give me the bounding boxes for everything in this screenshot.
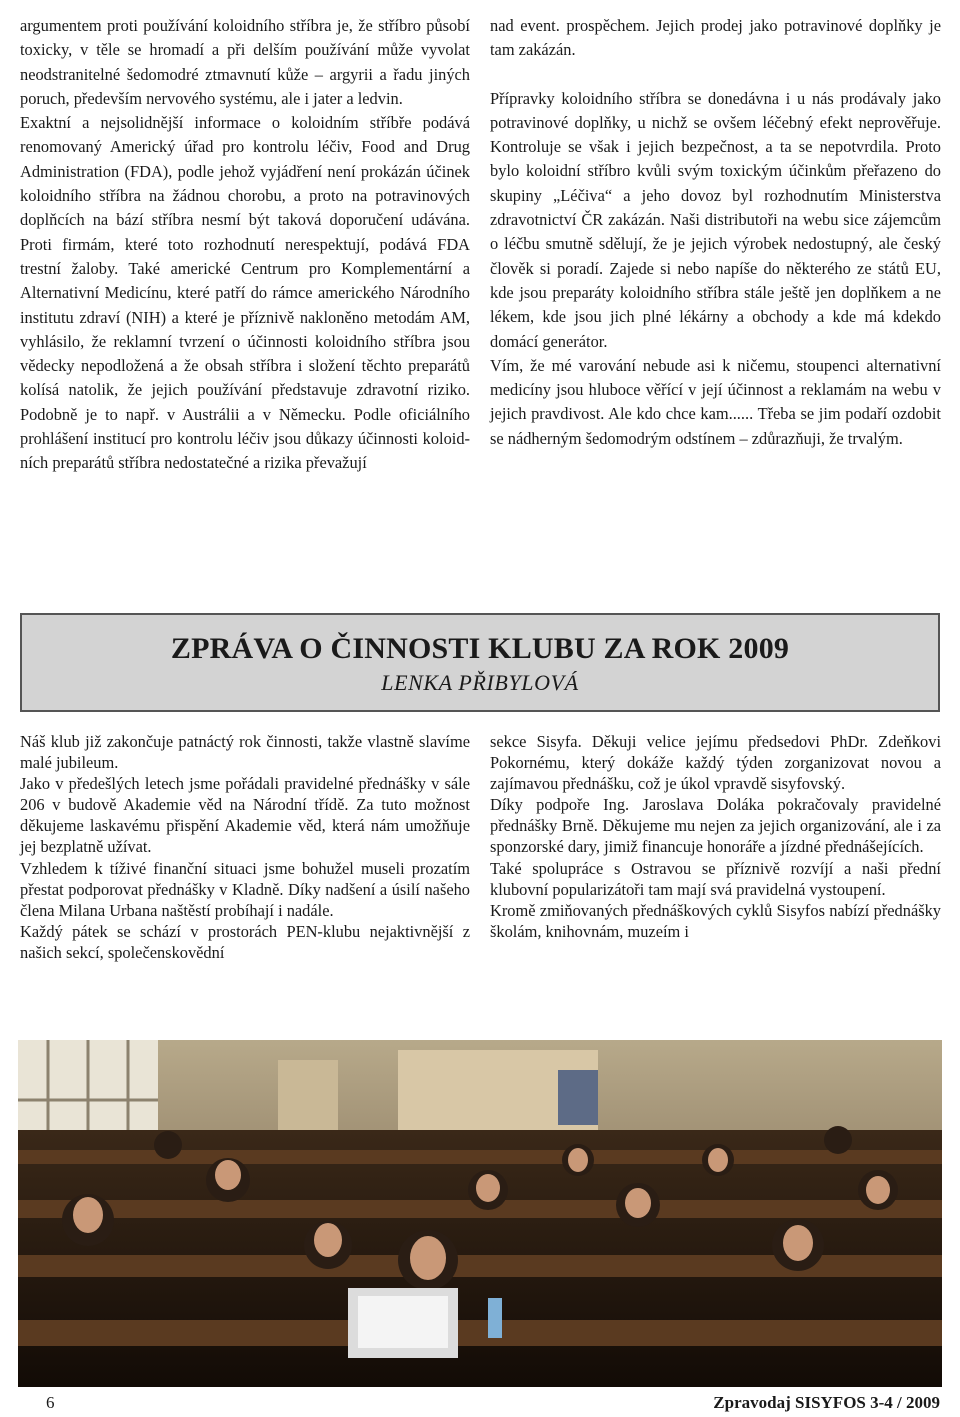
- paragraph: Vím, že mé varování nebude asi k ničemu, stoupenci alternativní medicíny jsou hluboce věřící v její účinnost a reklamám na webu v jejich pravdivost. Ale kdo chce kam...... Třeba se jim podaří ozdobit se nádherným šedomodrým odstínem – zdůrazňuji, že trvalým.: [490, 355, 941, 448]
- paragraph: Náš klub již zakončuje patnáctý rok činnosti, takže vlastně slavíme malé jubileum.: [20, 732, 470, 773]
- top-left-column: [20, 14, 470, 476]
- paragraph: Přípravky koloidního stříbra se donedávna i u nás prodávaly jako potravinové doplňky, u nichž se ovšem léčebný efekt neprověřuje. Kontroluje se však i jejich bezpečnost, a ta se nepotvrdila. Proto bylo koloidní stříbro kvůli svým toxickým účinkům přeřazeno do skupiny „Léčiva“ a jeho dovoz byl rozhodnutím Ministerstva zdravotnictví ČR zakázán. Naši distributoři na webu sice zájemcům o léčbu smutně sdělují, že je jejich výrobek nedostupný, ale český člověk si poradí. Zajede si nebo napíše do některého ze států EU, kde jsou preparáty koloidního stříbra stále ještě jen doplňkem a ne lékem, kde jsou jich plné lékárny a obchody a kde má kdekdo domácí generátor.: [490, 88, 941, 351]
- paragraph: Každý pátek se schází v prostorách PEN-klubu nejaktivnější z našich sekcí, společenskovědní: [20, 921, 470, 962]
- page-number: 6: [46, 1393, 55, 1412]
- paragraph: Jako v předešlých letech jsme pořádali pravidelné přednášky v sále 206 v budově Akademie věd na Národní třídě. Za tuto možnost děkujeme laskavému přispění Akademie věd, která nám umožňuje jej bezplatně užívat.: [20, 774, 470, 857]
- paragraph: Kromě zmiňovaných přednáškových cyklů Sisyfos nabízí přednášky školám, knihovnám, muzeím i: [490, 900, 941, 941]
- lecture-hall-photo: [18, 1040, 942, 1387]
- paragraph: sekce Sisyfa. Děkuji velice jejímu předsedovi PhDr. Zdeňkovi Pokornému, který dokáže každý týden zorganizovat novou a zajímavou přednášku, což je úkol vpravdě sisyfovský.: [490, 732, 941, 794]
- paragraph: argumentem proti používání koloidního stříbra je, že stříbro působí toxicky, v těle se hromadí a při delším používání může vyvolat neodstranitelné šedomodré ztmavnutí kůže – argyrii a řadu jiných poruch, především nervového systému, ale i jater a ledvin.: [20, 16, 470, 108]
- bottom-left-column: [20, 731, 470, 963]
- paragraph: Také spolupráce s Ostravou se příznivě rozvíjí a naši přední klubovní popularizátoři tam mají svá pravidelná vystoupení.: [490, 858, 941, 899]
- article-author: LENKA PŘIBYLOVÁ: [381, 670, 579, 695]
- paragraph: Díky podpoře Ing. Jaroslava Doláka pokračovaly pravidelné přednášky Brně. Děkujeme mu nejen za jejich organizování, ale i za sponzorské dary, jimiž financuje honoráře a jízdné přednášejících.: [490, 795, 941, 857]
- bottom-right-column: [490, 731, 941, 942]
- publication-title: Zpravodaj SISYFOS 3-4 / 2009: [713, 1393, 940, 1412]
- article-header-banner: [20, 613, 940, 712]
- top-right-column: [490, 14, 941, 451]
- paragraph: Exaktní a nejsolidnější informace o koloidním stříbře podává renomovaný Americký úřad pro kontrolu léčiv, Food and Drug Administration (FDA), podle jehož vyjádření není prokázán účinek koloidního stříbra na žádnou chorobu, a proto na potravinových doplňcích na bází stříbra nesmí být taková doporučení udávána. Proti firmám, které toto rozhodnutí nerespektují, podává FDA trestní žaloby. Také americké Centrum pro Komplementární a Alternativní Medicínu, které patří do rámce amerického Národního institutu zdraví (NIH) a které je příznivě nakloněno metodám AM, vyhlásilo, že reklamní tvrzení o účinnosti koloidního stříbra jsou vědecky nepodložená a že obsah stříbra i složení těchto preparátů kolísá natolik, že jejich používání představuje zdravotní riziko. Podobně je to např. v Austrálii a v Německu. Podle oficiálního prohlášení institucí pro kontrolu léčiv jsou důkazy účinnosti koloidních preparátů stříbra nedostatečné a rizika převažují: [20, 113, 470, 473]
- paragraph: nad event. prospěchem. Jejich prodej jako potravinové doplňky je tam zakázán.: [490, 16, 941, 60]
- paragraph: Vzhledem k tíživé finanční situaci jsme bohužel museli prozatím přestat podporovat přednášky v Kladně. Díky nadšení a úsilí našeho člena Milana Urbana naštěstí probíhají i nadále.: [20, 858, 470, 920]
- article-title: ZPRÁVA O ČINNOSTI KLUBU ZA ROK 2009: [170, 632, 790, 665]
- bottle: [488, 1298, 502, 1338]
